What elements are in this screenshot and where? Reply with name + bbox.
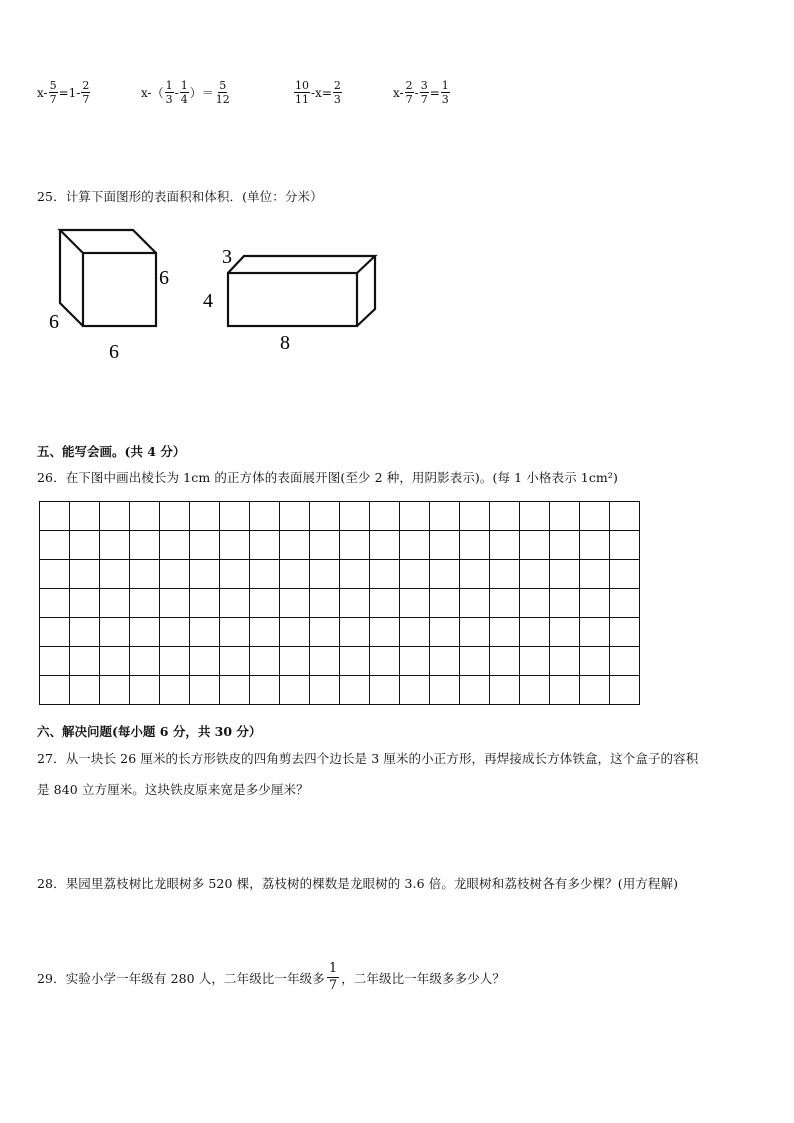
grid-cell[interactable] <box>520 676 550 705</box>
grid-cell[interactable] <box>70 531 100 560</box>
grid-cell[interactable] <box>280 618 310 647</box>
grid-cell[interactable] <box>220 676 250 705</box>
section-6-title: 六、解决问题(每小题 6 分，共 30 分） <box>37 724 262 739</box>
cube-left-face <box>60 230 83 326</box>
grid-cell[interactable] <box>340 618 370 647</box>
grid-cell[interactable] <box>580 618 610 647</box>
grid-cell[interactable] <box>160 560 190 589</box>
grid-cell[interactable] <box>130 589 160 618</box>
grid-cell[interactable] <box>70 647 100 676</box>
grid-cell[interactable] <box>100 560 130 589</box>
grid-cell[interactable] <box>280 531 310 560</box>
cuboid-label-left: 4 <box>203 290 213 312</box>
eq1-prefix: x- <box>37 85 48 100</box>
grid-cell[interactable] <box>520 618 550 647</box>
grid-cell[interactable] <box>490 502 520 531</box>
question-29 <box>37 963 505 993</box>
eq2-prefix: x-（ <box>141 86 164 100</box>
grid-cell[interactable] <box>160 647 190 676</box>
grid-cell[interactable] <box>490 676 520 705</box>
grid-cell[interactable] <box>610 531 640 560</box>
grid-cell[interactable] <box>130 618 160 647</box>
equation-4: x- $\frac{2}{7}$ - $\frac{3}{7}$ = $\frac{1}{3}$ <box>393 79 449 106</box>
grid-cell[interactable] <box>280 560 310 589</box>
grid-cell[interactable] <box>40 589 70 618</box>
grid-cell[interactable] <box>550 618 580 647</box>
grid-cell[interactable] <box>220 502 250 531</box>
grid-cell[interactable] <box>430 560 460 589</box>
grid-cell[interactable] <box>70 618 100 647</box>
question-28: 28．果园里荔枝树比龙眼树多 520 棵，荔枝树的棵数是龙眼树的 3.6 倍。龙眼树和荔枝树各有多少棵？(用方程解) <box>37 876 679 891</box>
grid-cell[interactable] <box>70 502 100 531</box>
eq4-fraction-2: $\frac{3}{7}$ <box>420 79 428 106</box>
grid-cell[interactable] <box>520 647 550 676</box>
grid-cell[interactable] <box>40 560 70 589</box>
grid-cell[interactable] <box>460 560 490 589</box>
grid-cell[interactable] <box>100 502 130 531</box>
eq2-fraction-3: $\frac{5}{12}$ <box>215 79 230 106</box>
grid-cell[interactable] <box>520 589 550 618</box>
grid-cell[interactable] <box>250 502 280 531</box>
question-25: 25．计算下面图形的表面积和体积．(单位：分米） <box>37 189 323 204</box>
grid-cell[interactable] <box>610 589 640 618</box>
grid-cell[interactable] <box>310 589 340 618</box>
grid-cell[interactable] <box>550 676 580 705</box>
grid-cell[interactable] <box>100 531 130 560</box>
grid-cell[interactable] <box>580 560 610 589</box>
question-29-fraction: $\frac{1}{7}$ <box>328 961 338 993</box>
grid-cell[interactable] <box>280 589 310 618</box>
grid-row <box>40 560 640 589</box>
grid-cell[interactable] <box>490 531 520 560</box>
grid-cell[interactable] <box>130 560 160 589</box>
grid-cell[interactable] <box>370 676 400 705</box>
grid-cell[interactable] <box>250 647 280 676</box>
grid-cell[interactable] <box>190 618 220 647</box>
grid-cell[interactable] <box>400 560 430 589</box>
grid-row <box>40 676 640 705</box>
grid-cell[interactable] <box>40 531 70 560</box>
grid-cell[interactable] <box>490 647 520 676</box>
grid-cell[interactable] <box>190 560 220 589</box>
grid-cell[interactable] <box>310 531 340 560</box>
grid-cell[interactable] <box>520 531 550 560</box>
grid-cell[interactable] <box>430 531 460 560</box>
eq3-fraction-2: $\frac{2}{3}$ <box>333 79 341 106</box>
grid-cell[interactable] <box>130 676 160 705</box>
grid-cell[interactable] <box>40 502 70 531</box>
grid-cell[interactable] <box>160 618 190 647</box>
grid-cell[interactable] <box>400 618 430 647</box>
grid-cell[interactable] <box>400 676 430 705</box>
grid-cell[interactable] <box>100 618 130 647</box>
grid-cell[interactable] <box>610 647 640 676</box>
grid-cell[interactable] <box>430 676 460 705</box>
grid-cell[interactable] <box>580 531 610 560</box>
grid-cell[interactable] <box>460 676 490 705</box>
grid-row <box>40 647 640 676</box>
grid-row <box>40 531 640 560</box>
grid-cell[interactable] <box>190 676 220 705</box>
grid-cell[interactable] <box>580 676 610 705</box>
grid-cell[interactable] <box>520 502 550 531</box>
grid-cell[interactable] <box>100 589 130 618</box>
grid-cell[interactable] <box>280 676 310 705</box>
grid-cell[interactable] <box>340 589 370 618</box>
grid-cell[interactable] <box>70 589 100 618</box>
grid-cell[interactable] <box>370 560 400 589</box>
cuboid-figure <box>228 256 375 326</box>
grid-cell[interactable] <box>430 502 460 531</box>
grid-cell[interactable] <box>580 647 610 676</box>
grid-cell[interactable] <box>370 647 400 676</box>
grid-cell[interactable] <box>430 647 460 676</box>
grid-cell[interactable] <box>460 647 490 676</box>
eq3-fraction-1: $\frac{10}{11}$ <box>295 79 309 106</box>
grid-cell[interactable] <box>220 531 250 560</box>
grid-cell[interactable] <box>460 589 490 618</box>
grid-cell[interactable] <box>400 589 430 618</box>
grid-cell[interactable] <box>400 502 430 531</box>
question-27-line-2: 是 840 立方厘米。这块铁皮原来宽是多少厘米？ <box>37 782 309 797</box>
cube-top-face <box>60 230 156 253</box>
grid-cell[interactable] <box>490 618 520 647</box>
grid-row <box>40 618 640 647</box>
grid-cell[interactable] <box>610 502 640 531</box>
grid-cell[interactable] <box>370 502 400 531</box>
grid-cell[interactable] <box>70 560 100 589</box>
eq2-fraction-1: $\frac{1}{3}$ <box>165 79 173 106</box>
grid-cell[interactable] <box>310 560 340 589</box>
cube-label-bottom: 6 <box>109 341 119 363</box>
question-29-text-pre: 29．实验小学一年级有 280 人，二年级比一年级多 <box>37 971 325 987</box>
grid-cell[interactable] <box>370 589 400 618</box>
grid-cell[interactable] <box>40 676 70 705</box>
grid-cell[interactable] <box>430 589 460 618</box>
eq1-fraction-2: $\frac{2}{7}$ <box>82 79 90 106</box>
grid-cell[interactable] <box>340 502 370 531</box>
grid-cell[interactable] <box>220 589 250 618</box>
grid-cell[interactable] <box>580 502 610 531</box>
grid-cell[interactable] <box>430 618 460 647</box>
grid-cell[interactable] <box>460 531 490 560</box>
grid-cell[interactable] <box>190 647 220 676</box>
grid-cell[interactable] <box>280 647 310 676</box>
grid-cell[interactable] <box>40 647 70 676</box>
question-29-text-post: ，二年级比一年级多多少人？ <box>341 971 505 987</box>
cube-label-left: 6 <box>49 311 59 333</box>
grid-cell[interactable] <box>370 618 400 647</box>
grid-cell[interactable] <box>130 647 160 676</box>
grid-cell[interactable] <box>40 618 70 647</box>
grid-cell[interactable] <box>190 502 220 531</box>
grid-cell[interactable] <box>190 589 220 618</box>
equation-3: $\frac{10}{11}$ -x= $\frac{2}{3}$ <box>295 79 341 106</box>
grid-cell[interactable] <box>400 531 430 560</box>
grid-cell[interactable] <box>220 618 250 647</box>
grid-cell[interactable] <box>370 531 400 560</box>
cube-label-right: 6 <box>159 267 169 289</box>
grid-cell[interactable] <box>160 676 190 705</box>
eq1-fraction-1: $\frac{5}{7}$ <box>49 79 57 106</box>
solid-figures <box>30 220 400 370</box>
eq2-fraction-2: $\frac{1}{4}$ <box>180 79 188 106</box>
grid-cell[interactable] <box>250 618 280 647</box>
grid-cell[interactable] <box>250 589 280 618</box>
grid-cell[interactable] <box>310 676 340 705</box>
question-26: 26．在下图中画出棱长为 1cm 的正方体的表面展开图(至少 2 种，用阴影表示)。(每 1 小格表示 1cm²) <box>37 470 618 485</box>
grid-cell[interactable] <box>490 589 520 618</box>
grid-cell[interactable] <box>550 531 580 560</box>
grid-cell[interactable] <box>550 560 580 589</box>
equation-1 <box>37 80 91 105</box>
grid-cell[interactable] <box>100 647 130 676</box>
grid-cell[interactable] <box>400 647 430 676</box>
grid-cell[interactable] <box>610 560 640 589</box>
eq4-fraction-3: $\frac{1}{3}$ <box>441 79 449 106</box>
grid-cell[interactable] <box>550 589 580 618</box>
eq4-fraction-1: $\frac{2}{7}$ <box>405 79 413 106</box>
grid-cell[interactable] <box>160 502 190 531</box>
grid-cell[interactable] <box>340 676 370 705</box>
grid-cell[interactable] <box>220 560 250 589</box>
grid-cell[interactable] <box>550 502 580 531</box>
grid-cell[interactable] <box>310 647 340 676</box>
grid-row <box>40 502 640 531</box>
grid-cell[interactable] <box>130 502 160 531</box>
question-27-line-1: 27．从一块长 26 厘米的长方形铁皮的四角剪去四个边长是 3 厘米的小正方形，再焊接成长方体铁盒，这个盒子的容积 <box>37 751 699 766</box>
cube-figure <box>60 230 156 326</box>
grid-cell[interactable] <box>250 531 280 560</box>
grid-cell[interactable] <box>520 560 550 589</box>
eq1-middle: =1- <box>58 85 81 100</box>
grid-cell[interactable] <box>310 618 340 647</box>
cube-front-face <box>83 253 156 326</box>
grid-cell[interactable] <box>250 560 280 589</box>
cuboid-front-face <box>228 273 357 326</box>
grid-cell[interactable] <box>160 589 190 618</box>
grid-cell[interactable] <box>610 676 640 705</box>
grid-cell[interactable] <box>100 676 130 705</box>
cuboid-label-bottom: 8 <box>280 332 290 354</box>
grid-cell[interactable] <box>340 531 370 560</box>
grid-cell[interactable] <box>310 502 340 531</box>
grid-cell[interactable] <box>580 589 610 618</box>
grid-cell[interactable] <box>460 618 490 647</box>
grid-cell[interactable] <box>490 560 520 589</box>
grid-cell[interactable] <box>190 531 220 560</box>
grid-cell[interactable] <box>340 647 370 676</box>
grid-cell[interactable] <box>550 647 580 676</box>
cuboid-top-face <box>228 256 375 273</box>
drawing-grid[interactable] <box>39 501 640 705</box>
grid-cell[interactable] <box>340 560 370 589</box>
grid-cell[interactable] <box>610 618 640 647</box>
section-5-title: 五、能写会画。(共 4 分） <box>37 444 186 459</box>
grid-cell[interactable] <box>220 647 250 676</box>
grid-cell[interactable] <box>460 502 490 531</box>
grid-cell[interactable] <box>280 502 310 531</box>
grid-row <box>40 589 640 618</box>
cuboid-label-top: 3 <box>222 246 232 268</box>
grid-cell[interactable] <box>70 676 100 705</box>
grid-cell[interactable] <box>160 531 190 560</box>
grid-cell[interactable] <box>130 531 160 560</box>
grid-cell[interactable] <box>250 676 280 705</box>
cuboid-right-face <box>357 256 375 326</box>
equation-2: x-（ $\frac{1}{3}$ - $\frac{1}{4}$ ）＝ $\frac{5}{12}$ <box>141 79 230 106</box>
